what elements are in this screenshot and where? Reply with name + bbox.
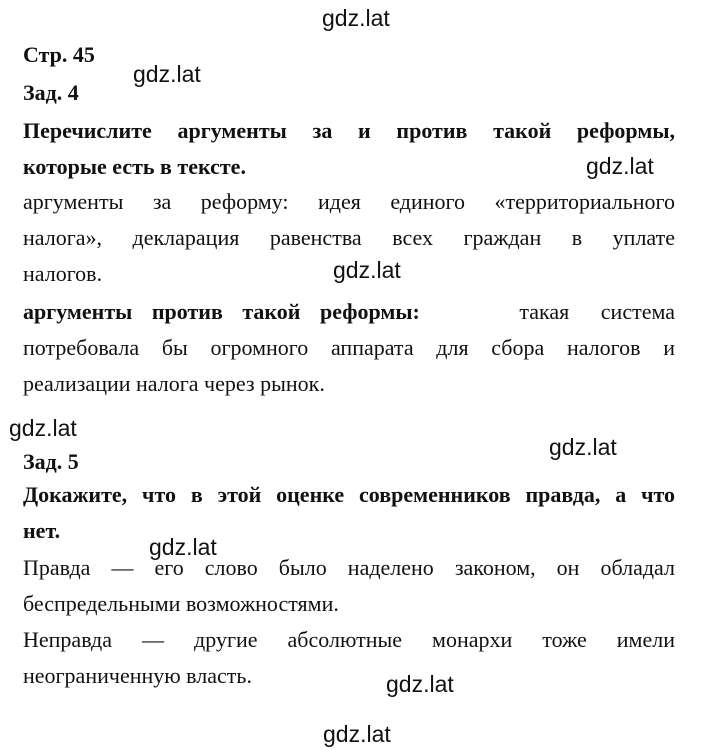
task4-pro-line2: налога», декларация равенства всех граждан в уплате <box>23 225 675 250</box>
task5-true-line1: Правда — его слово было наделено законом, он обладал <box>23 555 675 580</box>
watermark-left-lower: gdz.lat <box>149 534 217 560</box>
watermark-right-upper: gdz.lat <box>586 153 654 179</box>
page-reference: Стр. 45 <box>23 42 95 67</box>
task4-question-line2: которые есть в тексте. <box>23 154 246 179</box>
task5-question <box>23 477 675 549</box>
task4-question <box>23 113 675 185</box>
task4-con-bold-label: аргументы против такой реформы: <box>23 299 420 324</box>
watermark-bottom: gdz.lat <box>323 721 391 747</box>
task5-false-answer <box>23 622 675 697</box>
task5-question-line1: Докажите, что в этой оценке современников правда, а что <box>23 482 675 507</box>
task4-pro-line3: налогов. <box>23 261 103 286</box>
task4-label: Зад. 4 <box>23 80 79 105</box>
task5-label: Зад. 5 <box>23 449 79 474</box>
task5-false-line1: Неправда — другие абсолютные монархи тоже имели <box>23 627 675 652</box>
task4-con-line1 <box>23 294 675 330</box>
watermark-right-middle: gdz.lat <box>549 434 617 460</box>
task4-con-line3: реализации налога через рынок. <box>23 371 325 396</box>
task5-true-answer <box>23 550 675 622</box>
task4-con-line2: потребовала бы огромного аппарата для сбора налогов и <box>23 335 675 360</box>
watermark-top: gdz.lat <box>322 5 390 31</box>
task5-true-line2: беспредельными возможностями. <box>23 591 339 616</box>
task4-con-arguments <box>23 294 675 402</box>
task5-false-line2: неограниченную власть. <box>23 663 252 688</box>
watermark-right-lower: gdz.lat <box>386 671 454 697</box>
task4-question-line1: Перечислите аргументы за и против такой реформы, <box>23 118 675 143</box>
task5-question-line2: нет. <box>23 518 61 543</box>
watermark-middle: gdz.lat <box>333 257 401 283</box>
watermark-left-upper: gdz.lat <box>133 61 201 87</box>
task4-pro-arguments <box>23 184 675 292</box>
watermark-left-middle: gdz.lat <box>9 415 77 441</box>
task4-con-line1-rest: такая система <box>519 299 675 324</box>
task4-pro-line1: аргументы за реформу: идея единого «территориального <box>23 189 675 214</box>
